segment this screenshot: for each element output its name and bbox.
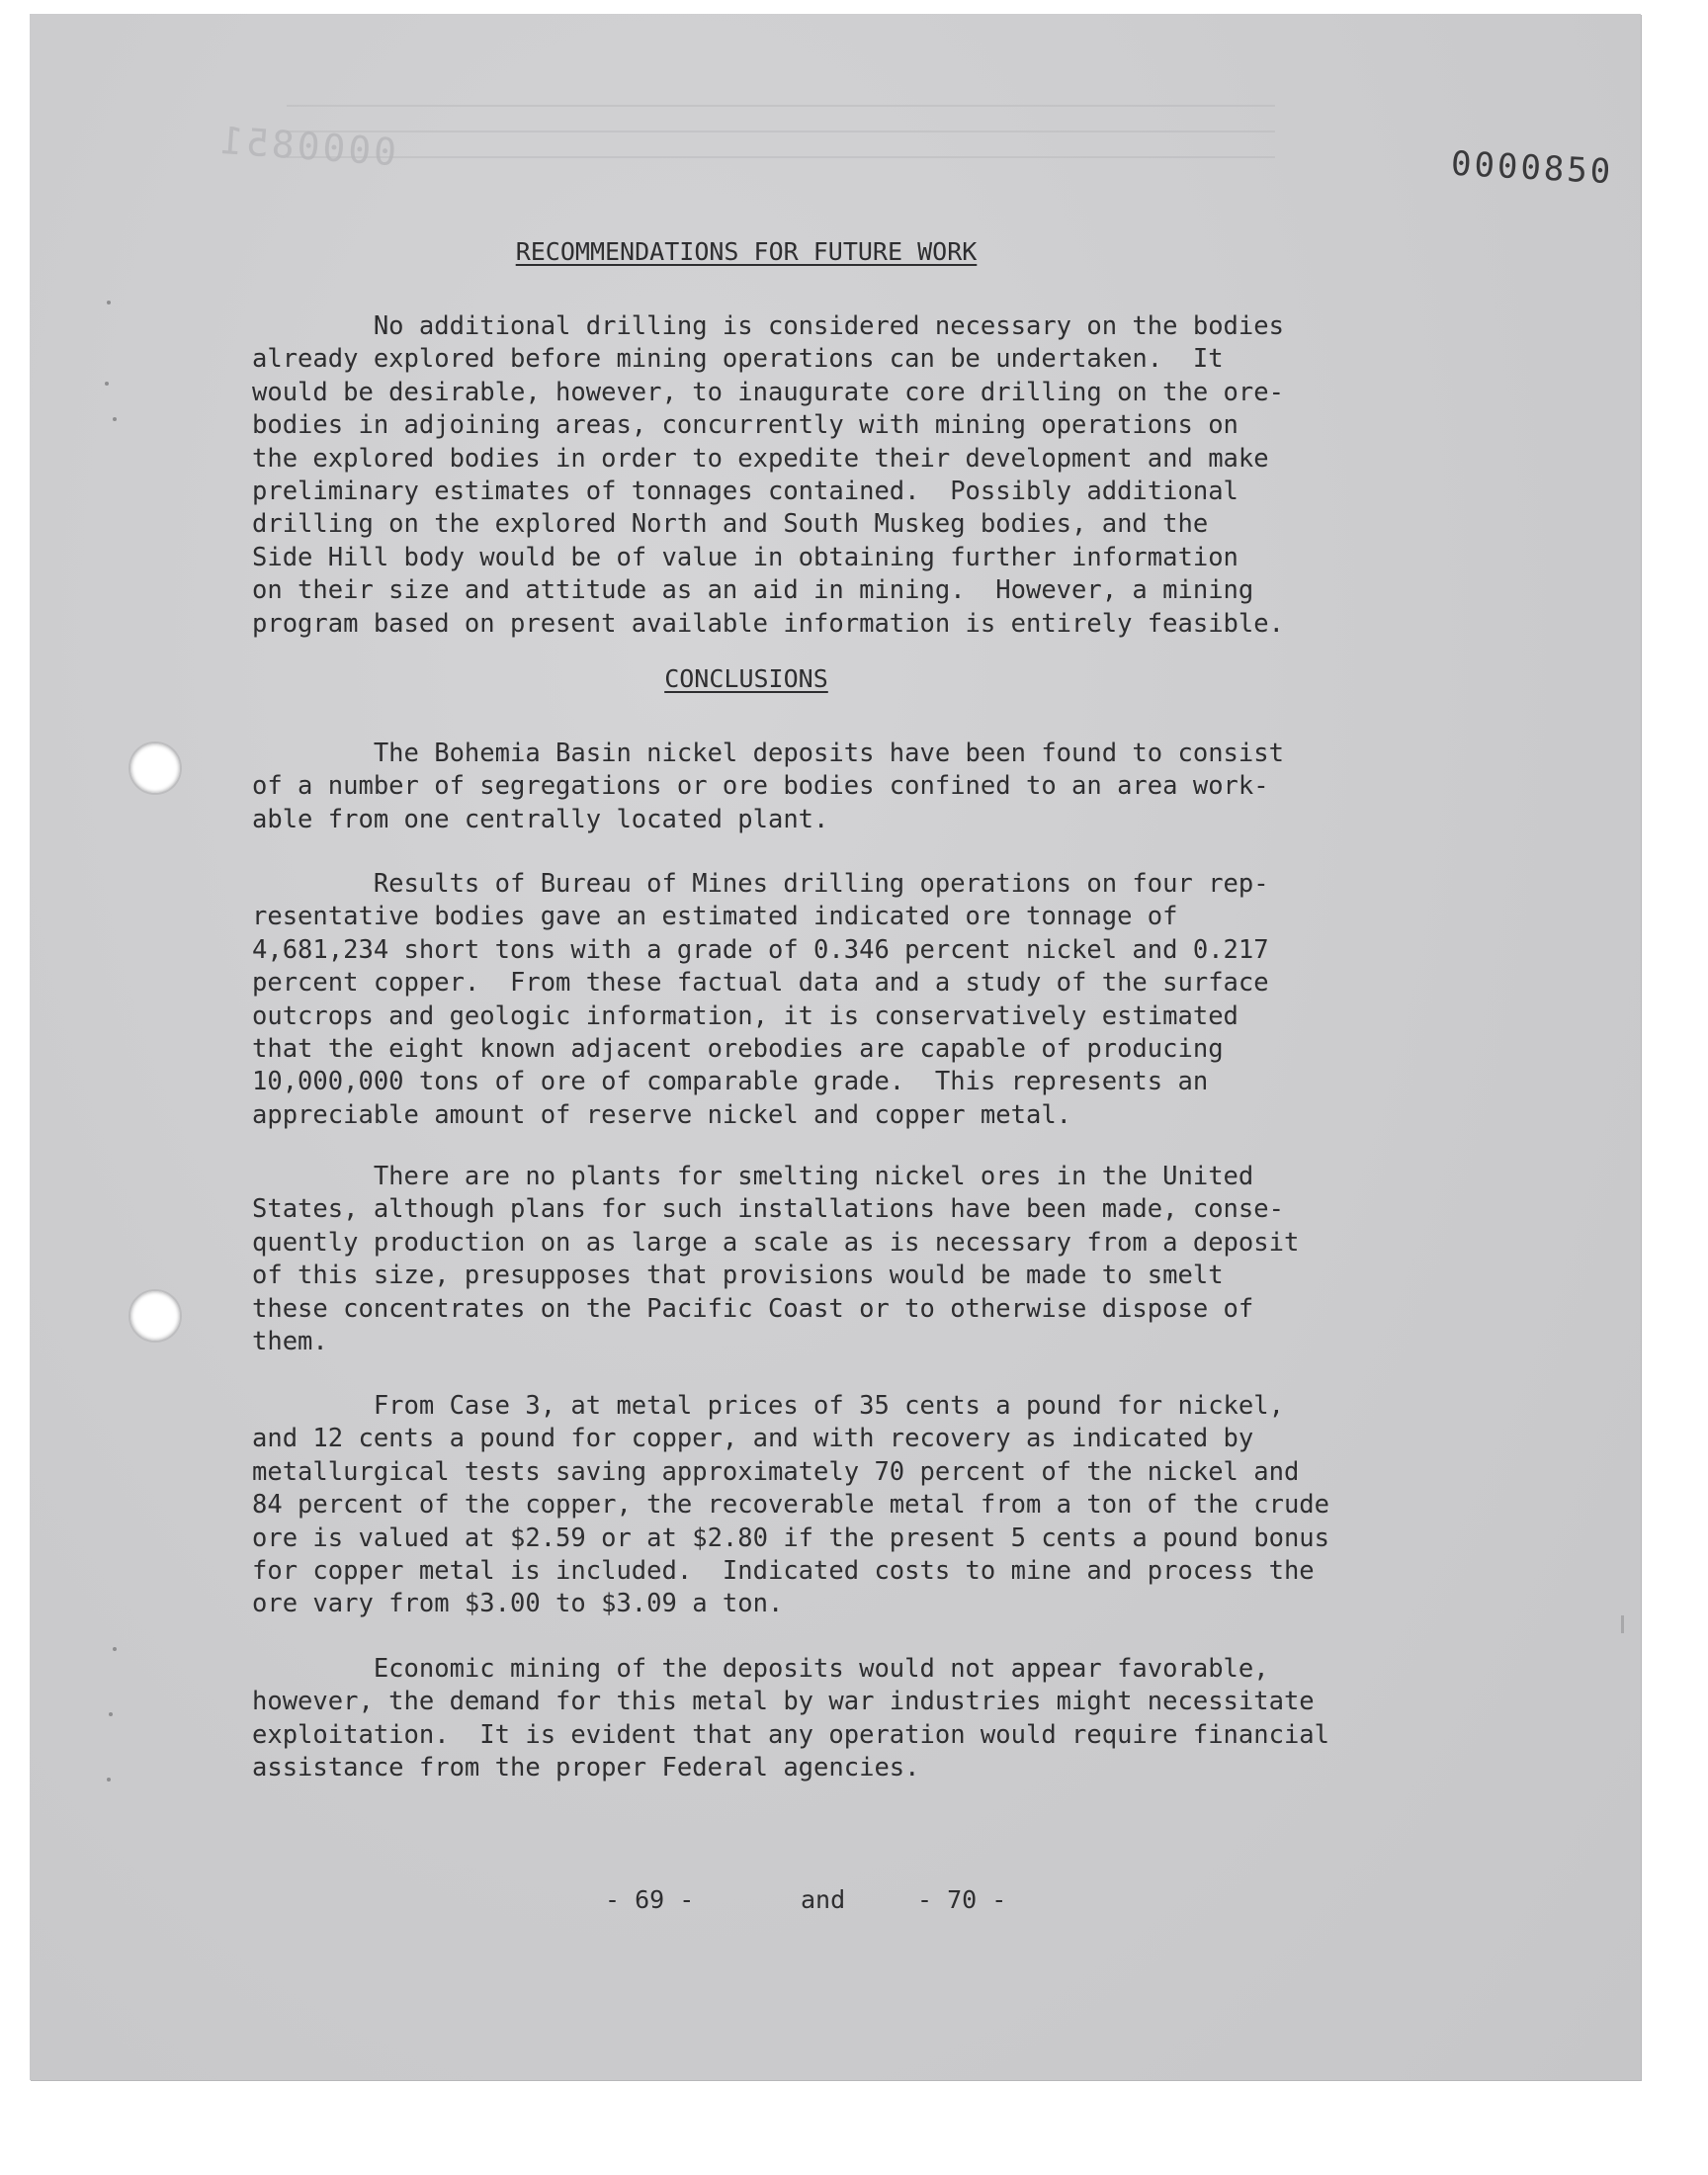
document-page: [30, 14, 1641, 2080]
section-heading-conclusions: CONCLUSIONS: [664, 664, 828, 693]
paper-speck: [113, 417, 117, 421]
punch-hole-lower: [128, 1289, 182, 1343]
page-stamp-number: 0000850: [1449, 143, 1614, 193]
paragraph-conclusions-1: The Bohemia Basin nickel deposits have been found to consist of a number of segregations or ore bodies confined to an area work- able from one centrally located plant.: [252, 739, 1284, 834]
page-number-joiner: and: [801, 1885, 846, 1914]
bleed-through-lines: [287, 105, 1275, 184]
page-number-right: - 70 -: [917, 1885, 1007, 1914]
paragraph-recommendations: No additional drilling is considered necessary on the bodies already explored before mining operations can be undertaken. It would be desirable, however, to inaugurate core drilling on the ore- bodies in adjoining areas, concurrently with mining operations on the explored bodies in order to expedite their development and make preliminary estimates of tonnages contained. Possibly additional drilling on the explored North and South Muskeg bodies, and the Side Hill body would be of value in obtaining further information on their size and attitude as an aid in mining. However, a mining program based on present available information is entirely feasible.: [252, 311, 1284, 639]
edge-mark: [1621, 1615, 1624, 1633]
section-heading-recommendations: RECOMMENDATIONS FOR FUTURE WORK: [515, 237, 978, 266]
paragraph-conclusions-5: Economic mining of the deposits would not appear favorable, however, the demand for this metal by war industries might necessitate exploitation. It is evident that any operation would require financial assistance from the proper Federal agencies.: [252, 1654, 1330, 1784]
paragraph-conclusions-3: There are no plants for smelting nickel ores in the United States, although plans for such installations have been made, conse- quently production on as large a scale as is necessary from a deposit of this size, presupposes that provisions would be made to smelt these concentrates on the Pacific Coast or to otherwise dispose of them.: [252, 1162, 1300, 1357]
page-number-left: - 69 -: [605, 1885, 695, 1914]
punch-hole-upper: [128, 741, 182, 795]
paragraph-conclusions-2: Results of Bureau of Mines drilling operations on four rep- resentative bodies gave an estimated indicated ore tonnage of 4,681,234 short tons with a grade of 0.346 percent nickel and 0.217 percent copper. From these factual data and a study of the surface outcrops and geologic information, it is conservatively estimated that the eight known adjacent orebodies are capable of producing 10,000,000 tons of ore of comparable grade. This represents an appreciable amount of reserve nickel and copper metal.: [252, 869, 1269, 1130]
paper-speck: [109, 1712, 113, 1716]
paper-speck: [107, 301, 111, 304]
paper-speck: [113, 1647, 117, 1651]
paper-speck: [105, 382, 109, 386]
bleed-through-stamp: 0000851: [215, 118, 398, 175]
paper-speck: [107, 1778, 111, 1782]
paragraph-conclusions-4: From Case 3, at metal prices of 35 cents a pound for nickel, and 12 cents a pound for copper, and with recovery as indicated by metallurgical tests saving approximately 70 percent of the nickel and 84 percent of the copper, the recoverable metal from a ton of the crude ore is valued at $2.59 or at $2.80 if the present 5 cents a pound bonus for copper metal is included. Indicated costs to mine and process the ore vary from $3.00 to $3.09 a ton.: [252, 1391, 1330, 1619]
